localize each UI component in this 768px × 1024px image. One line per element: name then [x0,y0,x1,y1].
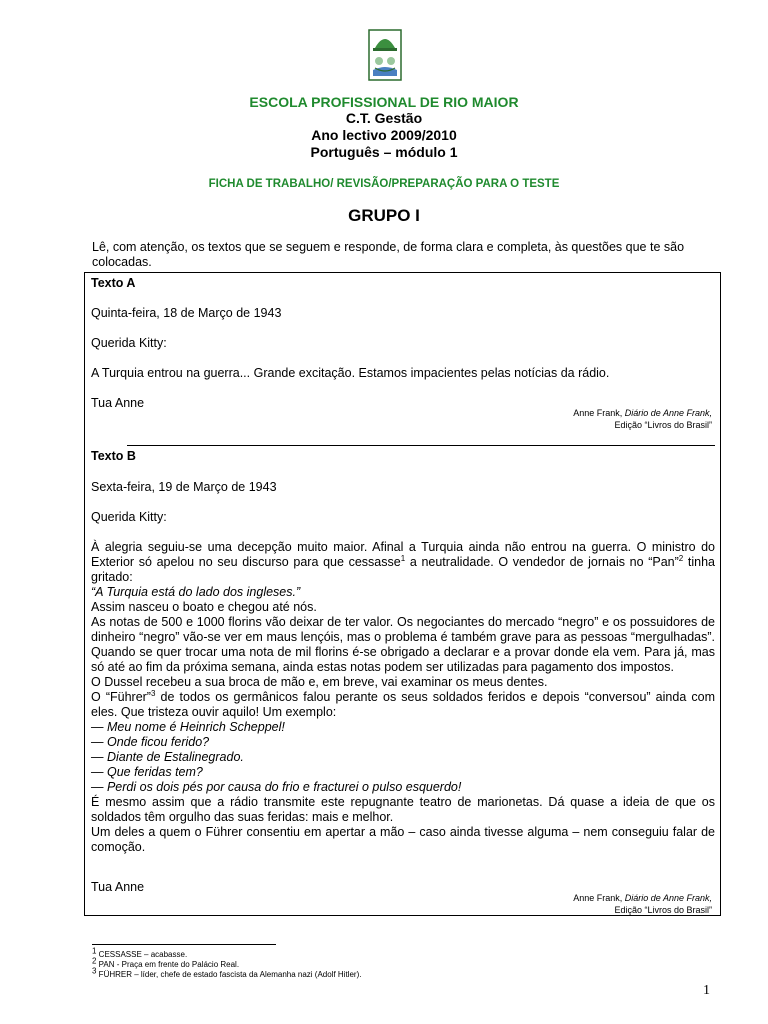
text-b-source [573,893,712,916]
dialogue-line: — Onde ficou ferido? [91,735,210,749]
dialogue-line: — Meu nome é Heinrich Scheppel! [91,720,285,734]
group-heading: GRUPO I [348,206,420,225]
worksheet-title: FICHA DE TRABALHO/ REVISÃO/PREPARAÇÃO PARA O TESTE [208,178,560,190]
footnote-ref-2: 2 [678,553,684,563]
footnote-2: $^2$ PAN - Praça em frente do Palácio Real. [92,956,240,969]
text-b-paragraph-3: As notas de 500 e 1000 florins vão deixar de ter valor. Os negociantes do mercado “negro” e os possuidores de dinheiro “negro” vão-se ver em maus lençóis, mas o problema é também grave para as pessoas “mergulhadas”. Quando se quer trocar uma nota de mil florins é-se obrigado a declarar e a provar donde ela vem. Para já, mas só até ao fim da próxima semana, ainda estas notas podem ser utilizadas para pagamento dos impostos. [91,615,715,674]
footnote-3: $^3$ FÜHRER – líder, chefe de estado fascista da Alemanha nazi (Adolf Hitler). [92,966,362,979]
text-b-label: Texto B [91,449,136,463]
school-crest-icon [367,28,403,82]
text-a-source [573,408,712,431]
text-b-paragraph-5: O “Führer”$^3$ de todos os germânicos falou perante os seus soldados feridos e depois “conversou” ainda com eles. Que tristeza ouvir aquilo! Um exemplo: [91,688,715,719]
page-number: 1 [703,983,710,998]
module-title: Português – módulo 1 [310,144,458,160]
footnote-ref-1: 1 [400,553,406,563]
text-b-body [91,540,715,855]
school-year: Ano lectivo 2009/2010 [311,127,457,143]
text-b-paragraph-1: À alegria seguiu-se uma decepção muito maior. Afinal a Turquia ainda não entrou na guerra. O ministro do Exterior só apelou no seu discurso para que cessasse$^1$ a neutralidade. O vendedor de jornais no “Pan”$^2$ tinha gritado: [91,540,715,584]
texts-box [84,272,721,916]
text-a-source-edition: Edição “Livros do Brasil” [614,419,712,430]
footnote-rule [92,944,276,945]
text-a-label: Texto A [91,276,136,290]
course-name: C.T. Gestão [345,110,423,126]
text-b-source-edition: Edição “Livros do Brasil” [614,904,712,915]
text-a-source-title: Diário de Anne Frank, [624,408,712,418]
text-b-paragraph-2: Assim nasceu o boato e chegou até nós. [91,600,317,614]
text-a-signoff: Tua Anne [91,396,145,410]
text-b-quote: “A Turquia está do lado dos ingleses.” [91,585,301,599]
text-b-source-title: Diário de Anne Frank, [624,893,712,903]
text-b-paragraph-7: Um deles a quem o Führer consentiu em apertar a mão – caso ainda tivesse alguma – nem conseguiu falar de comoção. [91,825,715,854]
text-a-greeting: Querida Kitty: [91,336,167,350]
dialogue-line: — Que feridas tem? [91,765,203,779]
text-b-date: Sexta-feira, 19 de Março de 1943 [91,480,277,494]
text-b-signoff: Tua Anne [91,880,145,894]
text-a-source-author: Anne Frank, [573,408,623,418]
text-a-body: A Turquia entrou na guerra... Grande excitação. Estamos impacientes pelas notícias da rádio. [91,366,610,380]
text-b-paragraph-6: É mesmo assim que a rádio transmite este repugnante teatro de marionetas. Dá quase a ideia de que os soldados têm orgulho das suas feridas: mais e melhor. [91,795,715,824]
text-b-source-author: Anne Frank, [573,893,623,903]
footnote-ref-3: 3 [150,688,156,698]
dialogue-line: — Perdi os dois pés por causa do frio e fracturei o pulso esquerdo! [91,780,462,794]
footnote-1: $^1$ CESSASSE – acabasse. [92,946,188,959]
instructions: Lê, com atenção, os textos que se seguem e responde, de forma clara e completa, às questões que te são colocadas. [92,240,685,269]
text-a-date: Quinta-feira, 18 de Março de 1943 [91,306,282,320]
text-b-greeting: Querida Kitty: [91,510,167,524]
school-name: ESCOLA PROFISSIONAL DE RIO MAIOR [249,94,519,110]
dialogue-line: — Diante de Estalinegrado. [91,750,244,764]
text-b-paragraph-4: O Dussel recebeu a sua broca de mão e, em breve, vai examinar os meus dentes. [91,675,548,689]
text-separator [127,445,715,446]
